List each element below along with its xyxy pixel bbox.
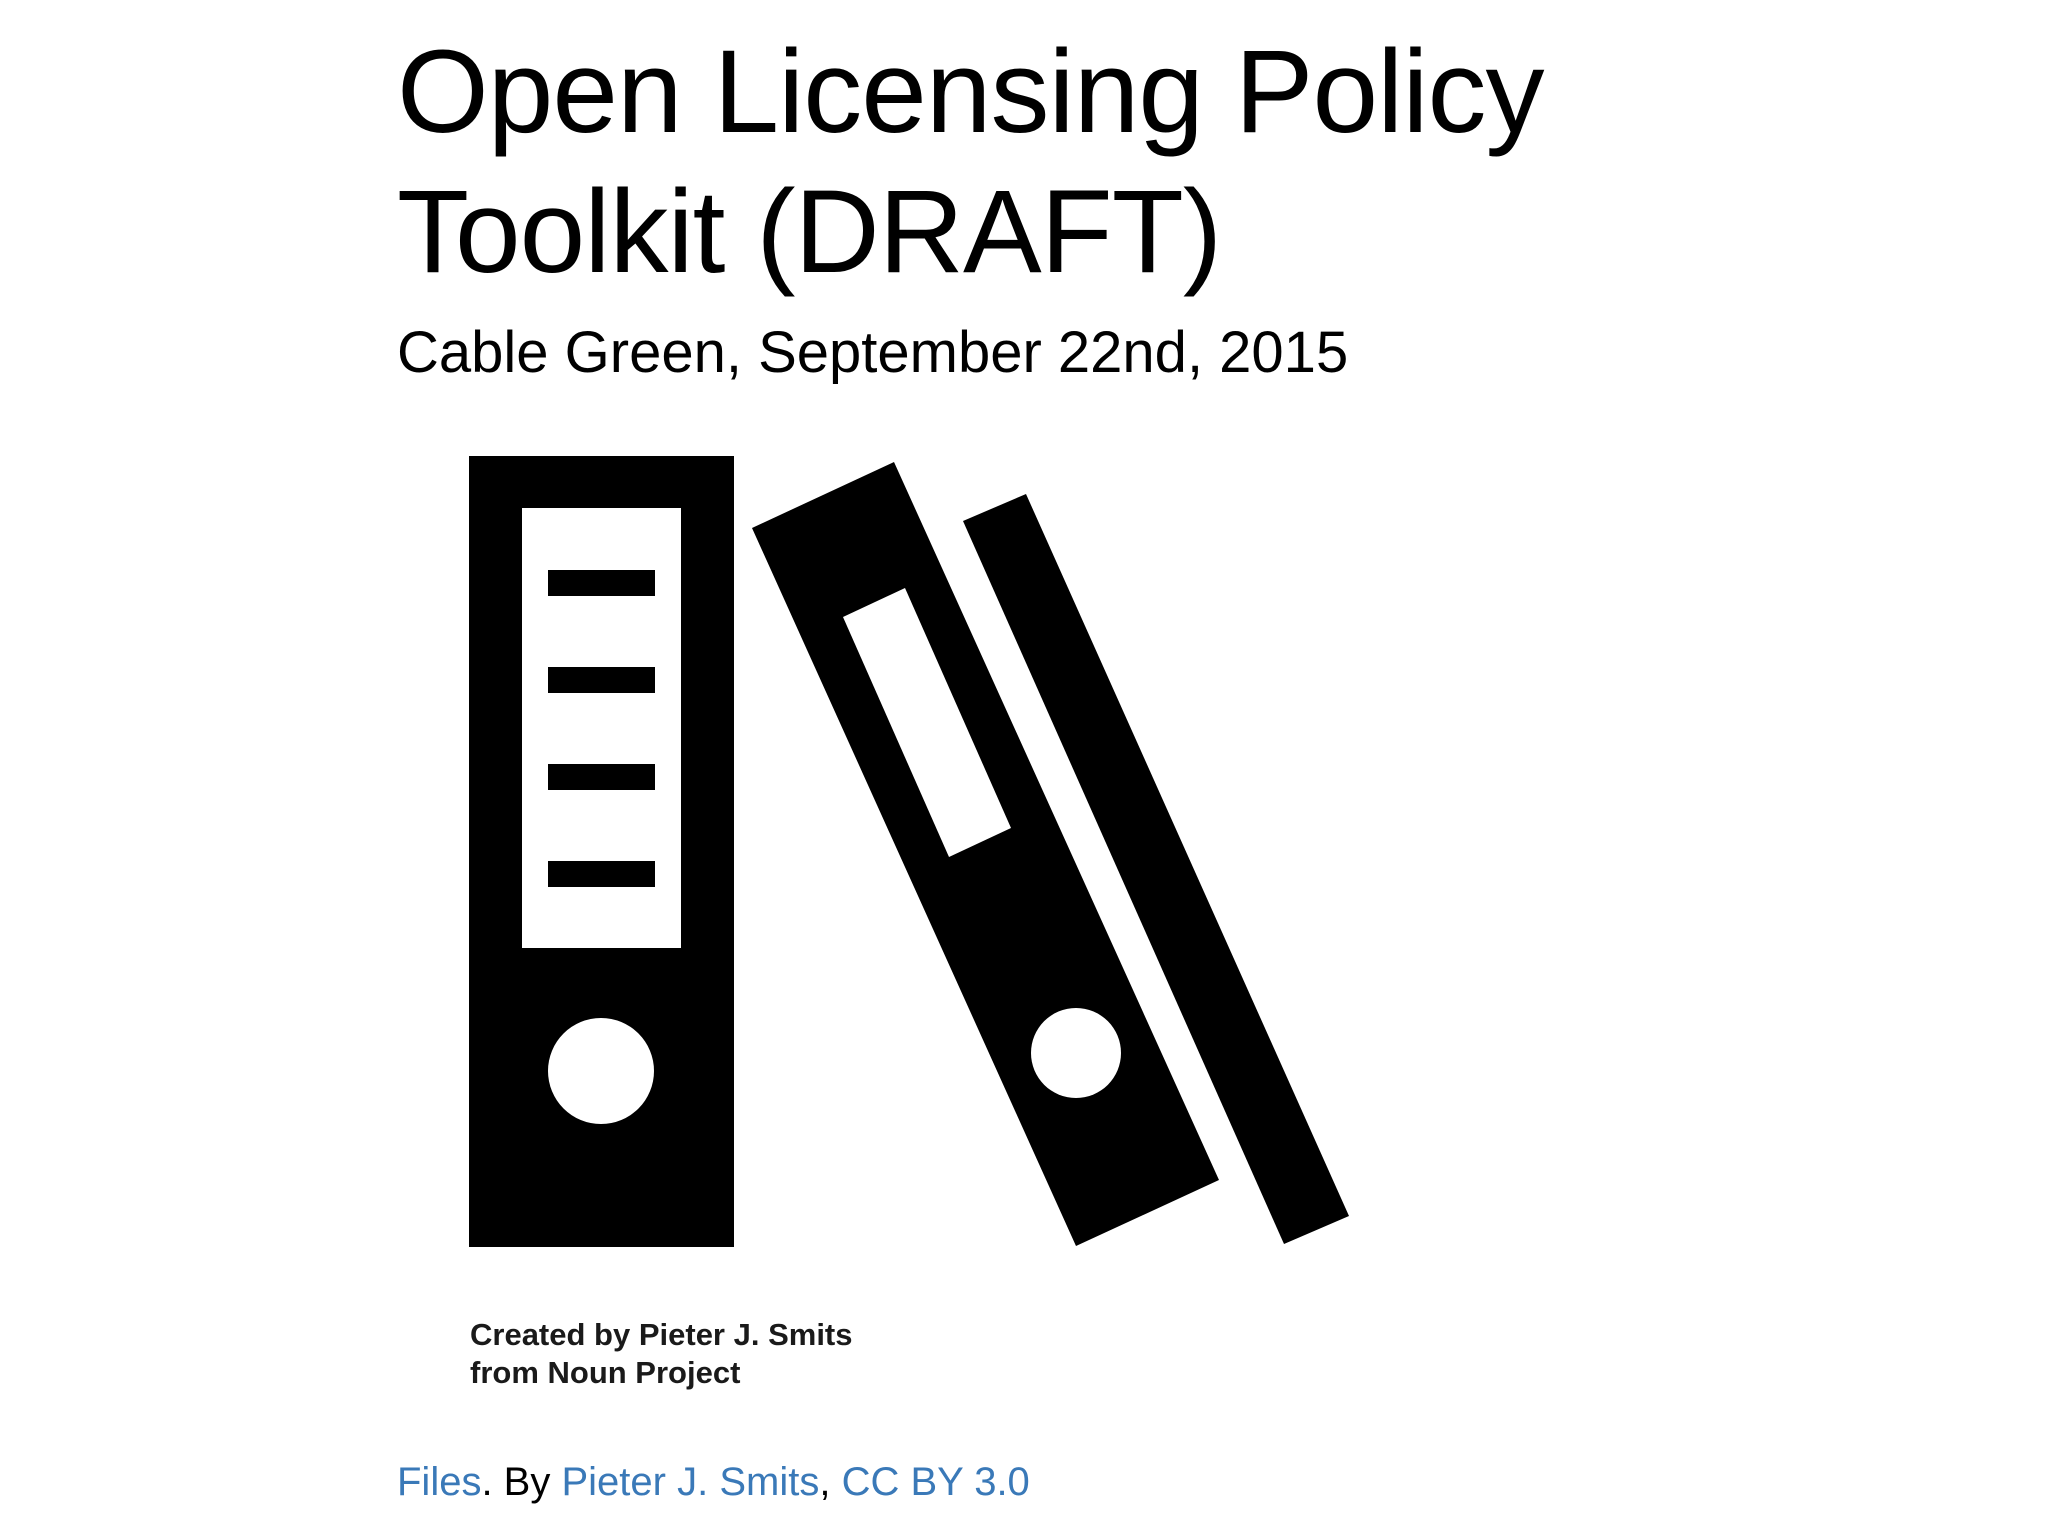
title-line-1: Open Licensing Policy [397, 26, 1544, 158]
icon-credit-line-1: Created by Pieter J. Smits [470, 1317, 853, 1352]
icon-credit-line-2: from Noun Project [470, 1355, 741, 1390]
files-link[interactable]: Files [397, 1460, 482, 1504]
author-date-subtitle: Cable Green, September 22nd, 2015 [397, 320, 1349, 385]
attribution-separator-1: . By [481, 1460, 562, 1504]
title-line-2: Toolkit (DRAFT) [397, 166, 1222, 298]
icon-credit [470, 1316, 853, 1392]
author-link[interactable]: Pieter J. Smits [561, 1460, 820, 1504]
attribution-line [397, 1457, 1030, 1507]
binder-ring-hole [548, 1018, 654, 1124]
upright-binder [469, 456, 734, 1247]
attribution-separator-2: , [819, 1460, 842, 1504]
leaning-binder-ring-hole [1031, 1008, 1121, 1098]
license-link[interactable]: CC BY 3.0 [841, 1460, 1030, 1504]
